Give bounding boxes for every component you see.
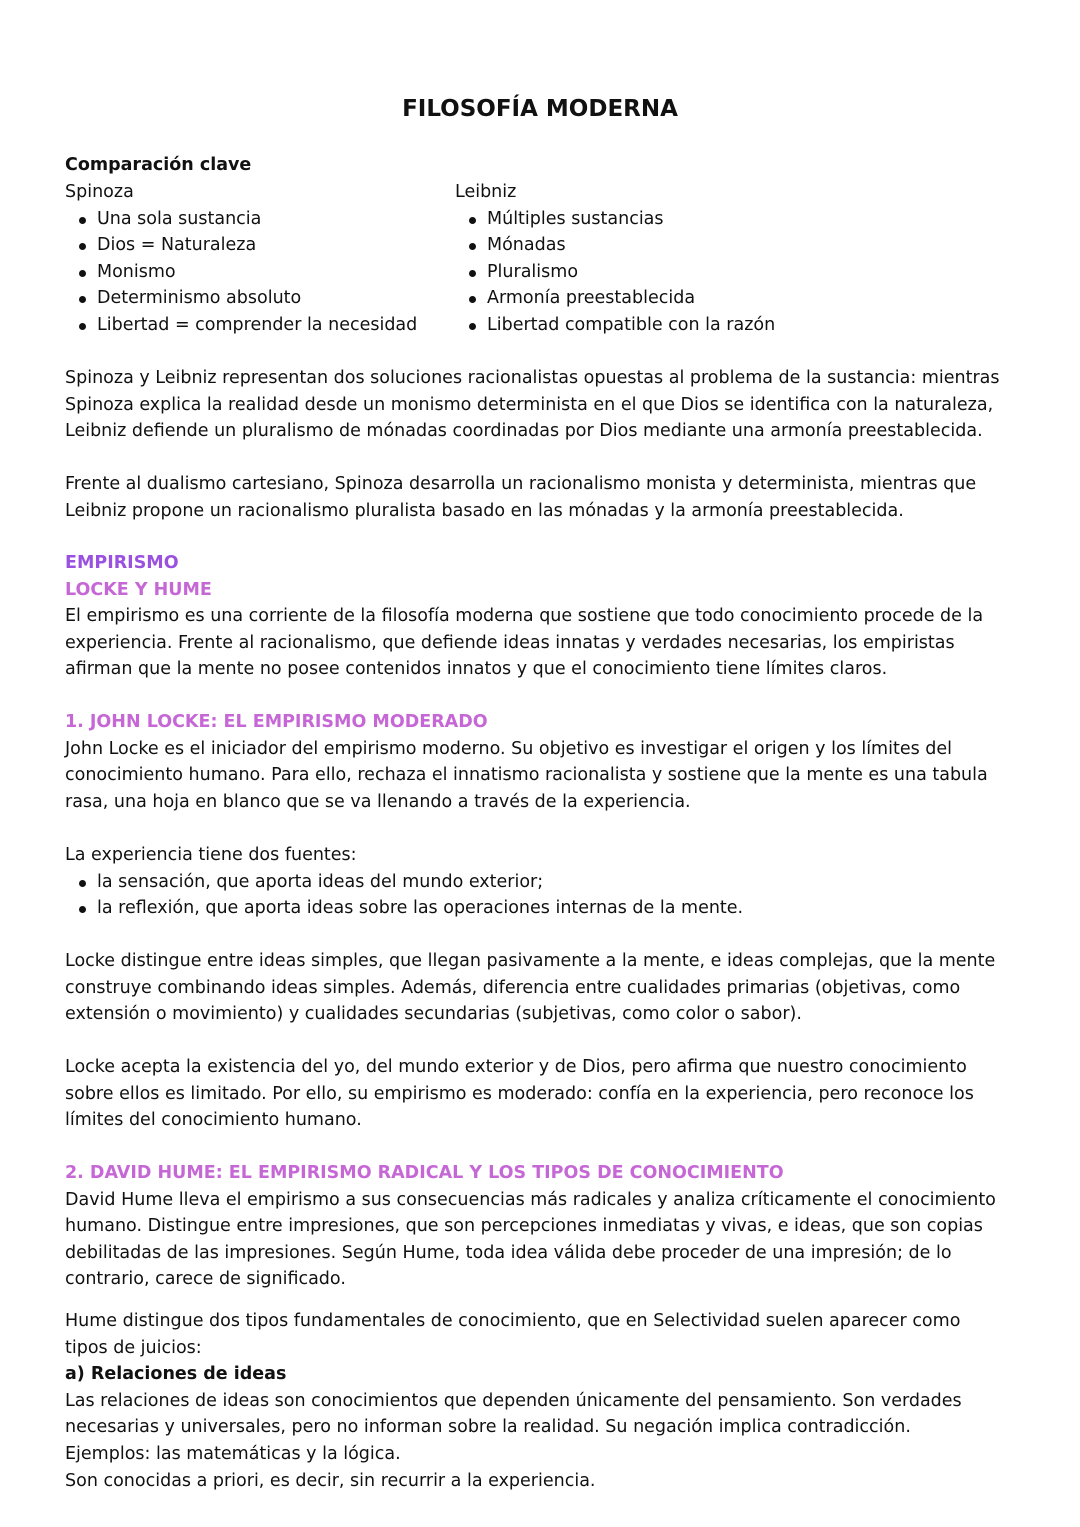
list-item: Mónadas (455, 232, 1015, 259)
leibniz-column (455, 179, 1015, 339)
list-item: Monismo (65, 259, 455, 286)
bullet-icon (79, 880, 86, 887)
bullet-icon (79, 243, 86, 250)
list-item: Dios = Naturaleza (65, 232, 455, 259)
list-item: la reflexión, que aporta ideas sobre las operaciones internas de la mente. (65, 895, 1025, 922)
bullet-icon (469, 323, 476, 330)
section-subheading-locke-hume: LOCKE Y HUME (65, 579, 212, 600)
hume-section: 2. DAVID HUME: EL EMPIRISMO RADICAL Y LOS TIPOS DE CONOCIMIENTO David Hume lleva el empirismo a sus consecuencias más radicales y analiza críticamente el conocimiento humano. Distingue entre impresiones, que son percepciones inmediatas y vivas, e ideas, que son copias debilitadas de las impresiones. Según Hume, toda idea válida debe proceder de una impresión; de lo contrario, carece de significado. (65, 1160, 1025, 1293)
list-item: Armonía preestablecida (455, 285, 1015, 312)
bullet-icon (469, 296, 476, 303)
section-heading-empirismo: EMPIRISMO (65, 553, 179, 573)
bullet-icon (469, 217, 476, 224)
bullet-icon (79, 296, 86, 303)
bullet-icon (79, 323, 86, 330)
page-title: FILOSOFÍA MODERNA (402, 96, 678, 122)
sources-list (65, 869, 1025, 922)
locke-ideas-paragraph: Locke distingue entre ideas simples, que llegan pasivamente a la mente, e ideas complejas, que la mente construye combinando ideas simples. Además, diferencia entre cualidades primarias (objetivas, como extensión o movimiento) y cualidades secundarias (subjetivas, como color o sabor). (65, 951, 996, 1025)
empirismo-section: EMPIRISMO LOCKE Y HUME El empirismo es una corriente de la filosofía moderna que sostiene que todo conocimiento procede de la experiencia. Frente al racionalismo, que defiende ideas innatas y verdades necesarias, los empiristas afirman que la mente no posee contenidos innatos y que el conocimiento tiene límites claros. (65, 550, 1025, 683)
bullet-icon (79, 217, 86, 224)
locke-sources: La experiencia tiene dos fuentes: la sensación, que aporta ideas del mundo exterior; la reflexión, que aporta ideas sobre las operaciones internas de la mente. (65, 842, 1025, 922)
list-item: Libertad = comprender la necesidad (65, 312, 455, 339)
list-item: Múltiples sustancias (455, 206, 1015, 233)
list-item: Una sola sustancia (65, 206, 455, 233)
spinoza-list (65, 206, 455, 339)
bullet-icon (469, 243, 476, 250)
paragraph-spinoza-leibniz: Spinoza y Leibniz representan dos soluciones racionalistas opuestas al problema de la sustancia: mientras Spinoza explica la realidad desde un monismo determinista en el que Dios se identifica con la naturaleza, Leibniz defiende un pluralismo de mónadas coordinadas por Dios mediante una armonía preestablecida. (65, 368, 1000, 442)
leibniz-label: Leibniz (455, 182, 517, 202)
list-item: Pluralismo (455, 259, 1015, 286)
hume-types-paragraph: Hume distingue dos tipos fundamentales de conocimiento, que en Selectividad suelen aparecer como tipos de juicios: a) Relaciones de ideas Las relaciones de ideas son conocimientos que dependen únicamente del pensamiento. Son verdades necesarias y universales, pero no informan sobre la realidad. Su negación implica contradicción. Ejemplos: las matemáticas y la lógica. Son conocidas a priori, es decir, sin recurrir a la experiencia. (65, 1308, 1025, 1494)
locke-section: 1. JOHN LOCKE: EL EMPIRISMO MODERADO John Locke es el iniciador del empirismo moderno. Su objetivo es investigar el origen y los límites del conocimiento humano. Para ello, rechaza el innatismo racionalista y sostiene que la mente es una tabula rasa, una hoja en blanco que se va llenando a través de la experiencia. (65, 709, 1025, 815)
bullet-icon (79, 270, 86, 277)
spinoza-column (65, 179, 455, 339)
locke-existence-paragraph: Locke acepta la existencia del yo, del mundo exterior y de Dios, pero afirma que nuestro conocimiento sobre ellos es limitado. Por ello, su empirismo es moderado: confía en la experiencia, pero reconoce los límites del conocimiento humano. (65, 1057, 974, 1131)
comparison-heading: Comparación clave (65, 155, 252, 175)
spinoza-label: Spinoza (65, 182, 134, 202)
paragraph-dualism: Frente al dualismo cartesiano, Spinoza desarrolla un racionalismo monista y determinista, mientras que Leibniz propone un racionalismo pluralista basado en las mónadas y la armonía preestablecida. (65, 474, 977, 521)
leibniz-list (455, 206, 1015, 339)
subheading-relaciones-de-ideas: a) Relaciones de ideas (65, 1364, 287, 1385)
list-item: Determinismo absoluto (65, 285, 455, 312)
bullet-icon (79, 906, 86, 913)
section-heading-hume: 2. DAVID HUME: EL EMPIRISMO RADICAL Y LOS TIPOS DE CONOCIMIENTO (65, 1163, 784, 1183)
list-item: Libertad compatible con la razón (455, 312, 1015, 339)
list-item: la sensación, que aporta ideas del mundo exterior; (65, 869, 1025, 896)
section-heading-locke: 1. JOHN LOCKE: EL EMPIRISMO MODERADO (65, 712, 488, 732)
bullet-icon (469, 270, 476, 277)
